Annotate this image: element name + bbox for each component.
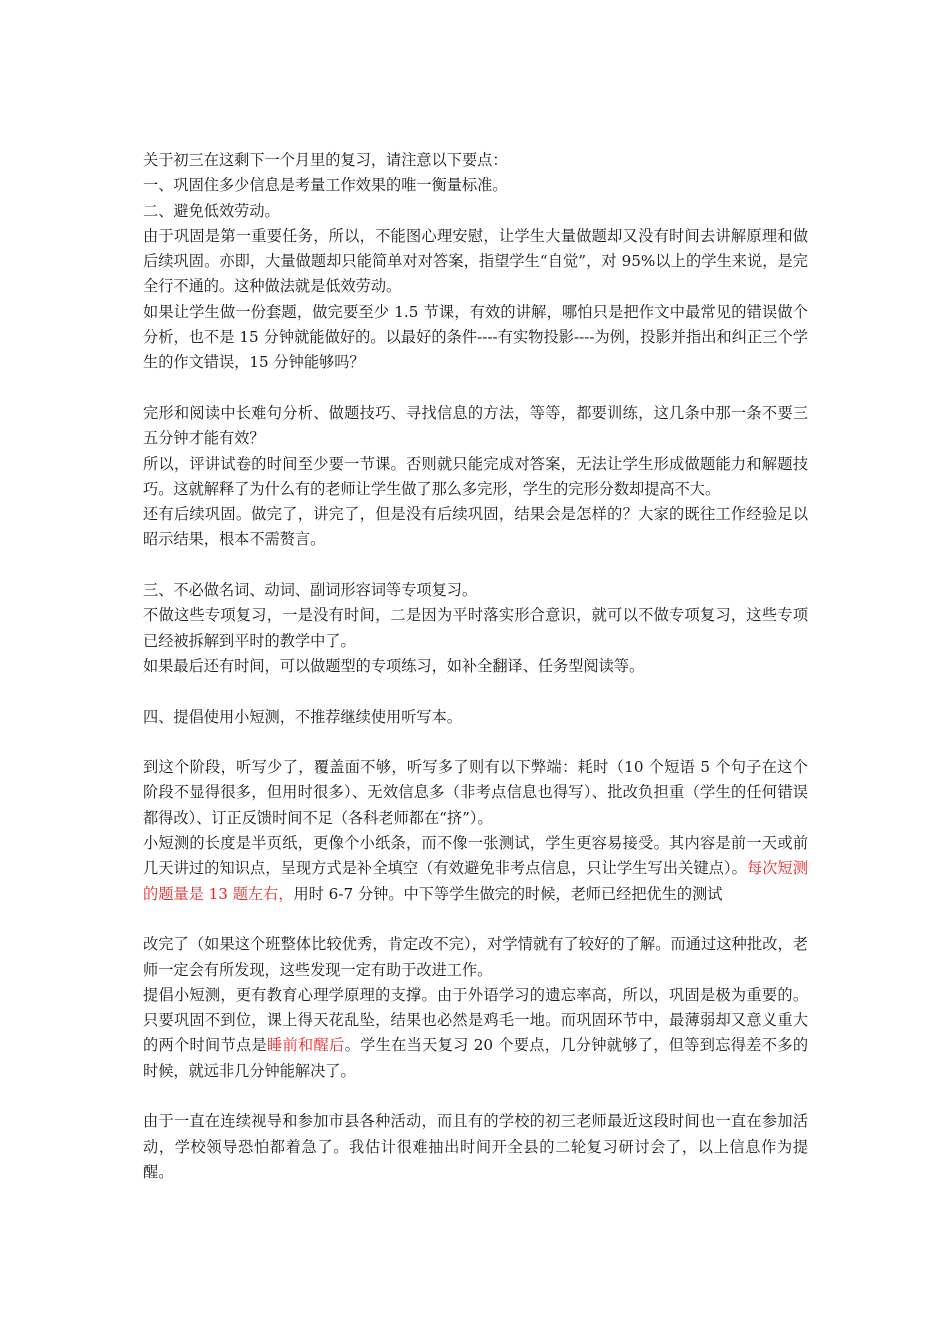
text-run: 提倡小短测，更有教育心理学原理的支撑。由于外语学习的遗忘率高，所以，巩固是极为重要的。只要巩固不到位，课上得天花乱坠，结果也必然是鸡毛一地。而巩固环节中，最薄弱却又意义重大的两个时间节点是 [143,985,808,1055]
document-body [143,148,808,1185]
blank-line [143,553,808,578]
text-run: 小短测的长度是半页纸，更像个小纸条，而不像一张测试，学生更容易接受。其内容是前一天或前几天讲过的知识点，呈现方式是补全填空（有效避免非考点信息，只让学生写出关键点）。 [143,834,808,878]
blank-line [143,907,808,932]
paragraph: 还有后续巩固。做完了，讲完了，但是没有后续巩固，结果会是怎样的？大家的既往工作经验足以昭示结果，根本不需赘言。 [143,505,808,549]
intro-line: 关于初三在这剩下一个月里的复习，请注意以下要点： [143,151,508,169]
text-run: 用时 6-7 分钟。中下等学生做完的时候，老师已经把优生的测试 [293,884,723,903]
paragraph-with-highlight [143,831,808,907]
point-1-heading: 一、巩固住多少信息是考量工作效果的唯一衡量标准。 [143,176,508,195]
blank-line [143,376,808,401]
paragraph: 到这个阶段，听写少了，覆盖面不够，听写多了则有以下弊端：耗时（10 个短语 5 个句子在这个阶段不显得很多，但用时很多）、无效信息多（非考点信息也得写）、批改负担重（学生的任何错误都得改）、订正反馈时间不足（各科老师都在“挤”）。 [143,758,808,827]
paragraph: 所以，评讲试卷的时间至少要一节课。否则就只能完成对答案，无法让学生形成做题能力和解题技巧。这就解释了为什么有的老师让学生做了那么多完形，学生的完形分数却提高不大。 [143,454,808,498]
highlighted-text: 睡前和醒后 [267,1036,345,1055]
blank-line [143,1084,808,1109]
blank-line [143,679,808,704]
closing-paragraph: 由于一直在连续视导和参加市县各种活动，而且有的学校的初三老师最近这段时间也一直在参加活动，学校领导恐怕都着急了。我估计很难抽出时间开全县的二轮复习研讨会了，以上信息作为提醒。 [143,1112,808,1181]
point-3-heading: 三、不必做名词、动词、副词形容词等专项复习。 [143,581,478,600]
paragraph-with-highlight [143,983,808,1084]
blank-line [143,730,808,755]
paragraph: 如果最后还有时间，可以做题型的专项练习，如补全翻译、任务型阅读等。 [143,656,645,675]
paragraph: 改完了（如果这个班整体比较优秀，肯定改不完），对学情就有了较好的了解。而通过这种批改，老师一定会有所发现，这些发现一定有助于改进工作。 [143,935,808,979]
highlighted-text: 每次短测的题量是 13 题左右， [143,859,809,903]
point-4-heading: 四、提倡使用小短测，不推荐继续使用听写本。 [143,707,462,726]
paragraph: 由于巩固是第一重要任务，所以，不能图心理安慰，让学生大量做题却又没有时间去讲解原理和做后续巩固。亦即，大量做题却只能简单对对答案，指望学生“自觉”，对 95%以上的学生来说，是完全行不通的。这种做法就是低效劳动。 [143,226,808,296]
paragraph: 如果让学生做一份套题，做完要至少 1.5 节课，有效的讲解，哪怕只是把作文中最常见的错误做个分析，也不是 15 分钟就能做好的。以最好的条件----有实物投影----为例，投影并指出和纠正三个学生的作文错误，15 分钟能够吗？ [143,302,808,372]
paragraph: 完形和阅读中长难句分析、做题技巧、寻找信息的方法，等等，都要训练，这几条中那一条不要三五分钟才能有效？ [143,403,808,448]
text-run: 。学生在当天复习 20 个要点，几分钟就够了，但等到忘得差不多的时候，就远非几分钟能解决了。 [143,1036,809,1080]
paragraph: 不做这些专项复习，一是没有时间，二是因为平时落实形合意识，就可以不做专项复习，这些专项已经被拆解到平时的教学中了。 [143,606,808,650]
point-2-heading: 二、避免低效劳动。 [143,201,280,220]
